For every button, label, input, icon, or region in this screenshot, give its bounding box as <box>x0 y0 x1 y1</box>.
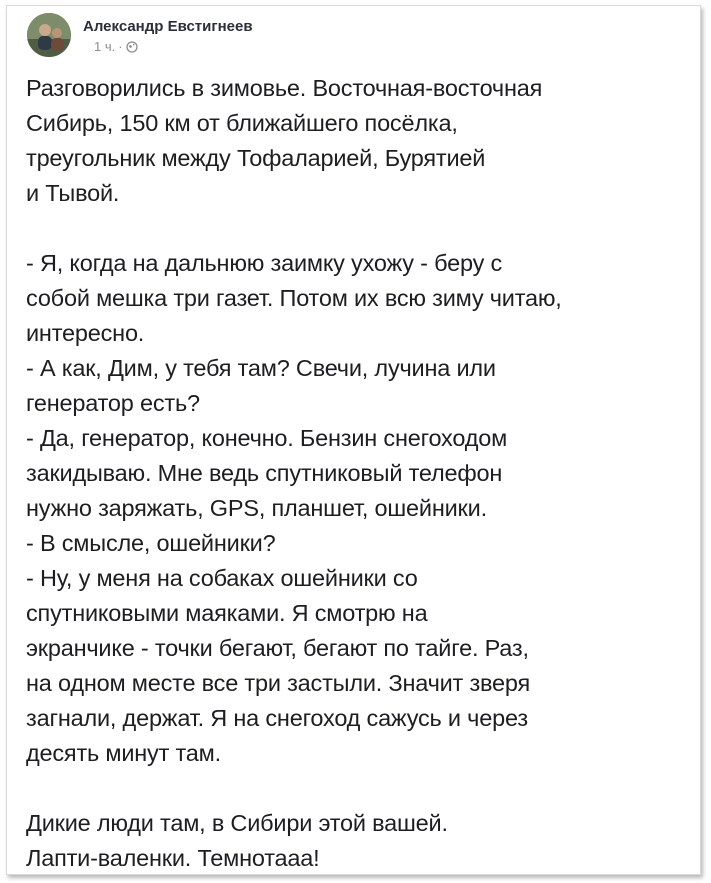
text-line: генератор есть? <box>26 390 200 416</box>
text-line: Сибирь, 150 км от ближайшего посёлка, <box>26 110 458 136</box>
text-line: десять минут там. <box>26 740 221 766</box>
text-line: загнали, держат. Я на снегоход сажусь и через <box>26 705 528 731</box>
text-line: на одном месте все три застыли. Значит зверя <box>26 670 531 696</box>
text-line: - Ну, у меня на собаках ошейники со <box>26 565 418 591</box>
post-time[interactable]: 1 ч. <box>94 39 116 54</box>
text-line: - В смысле, ошейники? <box>26 530 276 556</box>
author-name[interactable]: Александр Евстигнеев <box>83 18 253 35</box>
text-line: экранчике - точки бегают, бегают по тайге. Раз, <box>26 635 529 661</box>
text-line: треугольник между Тофаларией, Бурятией <box>26 145 486 171</box>
text-line: собой мешка три газет. Потом их всю зиму читаю, <box>26 285 562 311</box>
post-paragraph <box>26 71 696 211</box>
text-line: закидываю. Мне ведь спутниковый телефон <box>26 460 503 486</box>
text-line: интересно. <box>26 320 145 346</box>
text-line: - Да, генератор, конечно. Бензин снегоходом <box>26 425 508 451</box>
avatar[interactable] <box>27 13 71 57</box>
post-paragraph <box>26 806 696 876</box>
text-line: - Я, когда на дальнюю заимку ухожу - беру с <box>26 250 503 276</box>
paragraph-gap <box>26 211 696 246</box>
text-line: Лапти-валенки. Темнотааа! <box>26 845 320 871</box>
post-text <box>26 71 696 876</box>
paragraph-gap <box>26 771 696 806</box>
text-line: - А как, Дим, у тебя там? Свечи, лучина или <box>26 355 496 381</box>
post-meta <box>94 39 138 54</box>
text-line: нужно заряжать, GPS, планшет, ошейники. <box>26 495 487 521</box>
text-line: и Тывой. <box>26 180 120 206</box>
avatar-photo-icon <box>27 13 71 57</box>
meta-separator: · <box>118 39 123 54</box>
post-card <box>6 5 701 875</box>
text-line: спутниковыми маяками. Я смотрю на <box>26 600 428 626</box>
text-line: Дикие люди там, в Сибири этой вашей. <box>26 810 448 836</box>
globe-icon[interactable] <box>126 41 138 53</box>
post-paragraph <box>26 246 696 771</box>
text-line: Разговорились в зимовье. Восточная-восточная <box>26 75 543 101</box>
